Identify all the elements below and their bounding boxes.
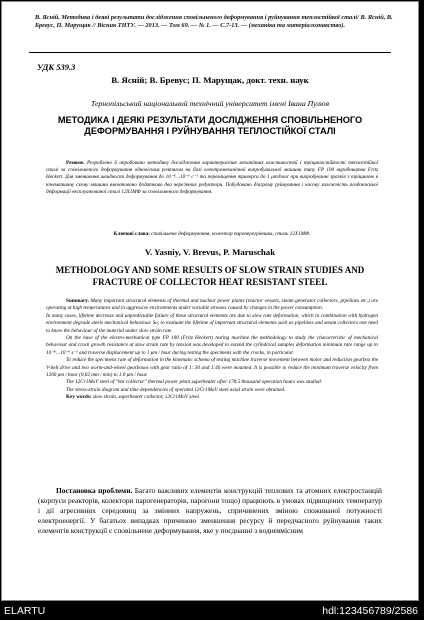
abstract-ukrainian [46,160,378,196]
body-paragraph: Багато важливих елементів конструкцій теплових та атомних електростанцій (корпуси реакторів, колектори парогенераторів, парогони тощо) працюють в умовах підвищених температур і дії агресивних середовищ за змінних напружень, спричинених зміною споживаної потужності електроенергії. У багатьох випадках причиною зменшення ресурсу й передчасного руйнування таких елементів конструкції є сповільнене деформування, яке у поєднанні з водневмісним [38,486,382,535]
handle-id: hdl:123456789/2586 [322,605,418,617]
keywords-ukrainian [46,231,378,238]
keywords-ua-text: сповільнене деформування, колектор пароперегрівника, сталь 12Х1МФ. [151,231,311,237]
abstract-ua-label: Резюме. [66,160,85,166]
udc-code: УДК 539.3 [37,62,76,72]
keywords-en-text: slow strain, superheater collector, 12Cr1MoV steel. [92,394,201,401]
abstract-en-p4: To reduce the specimens rate of deformation in the kinematic schema of testing machine traverse movement between motor and reduction gearbox the V-belt drive and two worm-and-wheel gearboxes with gear ratio of 1: 30 and 1:40 were mounted. It is possible to reduce the minimum traverse velocity from 1200 μm / hour (0.02 mm / min) to 1.0 μm / hour. [46,357,378,379]
title-english: METHODOLOGY AND SOME RESULTS OF SLOW STRAIN STUDIES AND FRACTURE OF COLLECTOR HEAT RESISTANT STEEL [55,265,365,287]
abstract-english [46,298,378,402]
abstract-en-p6: The stress-strain diagram and time dependencies of operated 12Cr1MoV steel axial strain were obtained. [66,386,286,393]
body-text [38,486,382,536]
abstract-en-p3: On the base of the electro-mechanical type FP 100 (Fritz Heckert) testing machine the methodology to study the characteristic of mechanical behaviour and crack growth resistance at slow strain rate by tension was developed to extend the cylindrical samples deformation minimum rate range up to 10⁻⁸…10⁻⁶ s⁻¹ and traverse displacement up to 1 μm / hour during testing the specimens with the cracks, in particular. [46,335,378,356]
viewer-footer [0,602,424,620]
abstract-en-p2: In many cases, lifetime decrease and unpredictable failure of these structural elements are due to slow rate deformation, which in combination with hydrogen environment degrade steels mechanical behaviour. So, to evaluate the lifetime of important structural elements such as pipelines and steam collectors one need to know the behaviour of the material under slow strain rate. [46,312,378,334]
section-heading: Постановка проблеми. [56,486,133,495]
institution: Тернопільський національний технічний університет імені Івана Пулюя [90,99,330,108]
repository-name: ELARTU [4,605,46,617]
authors-ukrainian: В. Ясній; В. Бревус; П. Марущак, докт. техн. наук [111,75,309,85]
authors-english: V. Yasniy, V. Brevus, P. Maruschak [144,247,276,257]
title-ukrainian: МЕТОДИКА І ДЕЯКІ РЕЗУЛЬТАТИ ДОСЛІДЖЕННЯ СПОВІЛЬНЕНОГО ДЕФОРМУВАННЯ І РУЙНУВАННЯ ТЕПЛОСТІЙКОЇ СТАЛІ [57,115,363,136]
abstract-en-p5: The 12Cr1MoV steel of "hot collector" thermal power plant superheater after 178.5 thousand operation hours was studied. [66,379,323,386]
header-rule [29,52,391,53]
abstract-en-p1: Many important structural elements of thermal and nuclear power plants (reactor vessels, steam generator collectors, pipelines etc.) are operating at high temperatures and in aggressive environments under variable stresses caused by changes in the power consumption. [46,298,379,312]
citation-header: В. Ясній. Методика і деякі результати дослідження сповільненого деформування і руйнування теплостійкої сталі/ В. Ясній, В. Бревус, П. Марущак // Вісник ТНТУ. — 2013. — Том 69. — № 1. — С.7-13. — (механіка та матеріалознавство). [35,14,393,29]
keywords-en-label: Key words: [66,394,92,401]
abstract-ua-text: Розроблено й апробовано методику дослідження характеристик механічних властивостей і тріщиностійкості теплостійкої сталі за сповільненого деформування одновісним розтягом на базі електромеханічної випробувальної машини типу FP 100 виробництва Fritz Heckert. Для зменшення швидкості деформування до 10⁻⁸…10⁻⁶ с⁻¹ та переміщення траверси до 1 μm/hour при випробуванні зразків з тріщиною в кінематичну схему машини вмонтовано додатково два черв'ячних редуктори. Побудовано діаграму руйнування і часову залежність поздовжньої деформації експлуатованої сталі 12Х1МФ за сповільненого деформування. [46,160,379,195]
journal-page [2,2,418,600]
abstract-en-label: Summary. [66,298,89,304]
keywords-ua-label: Ключові слова: [113,231,150,237]
